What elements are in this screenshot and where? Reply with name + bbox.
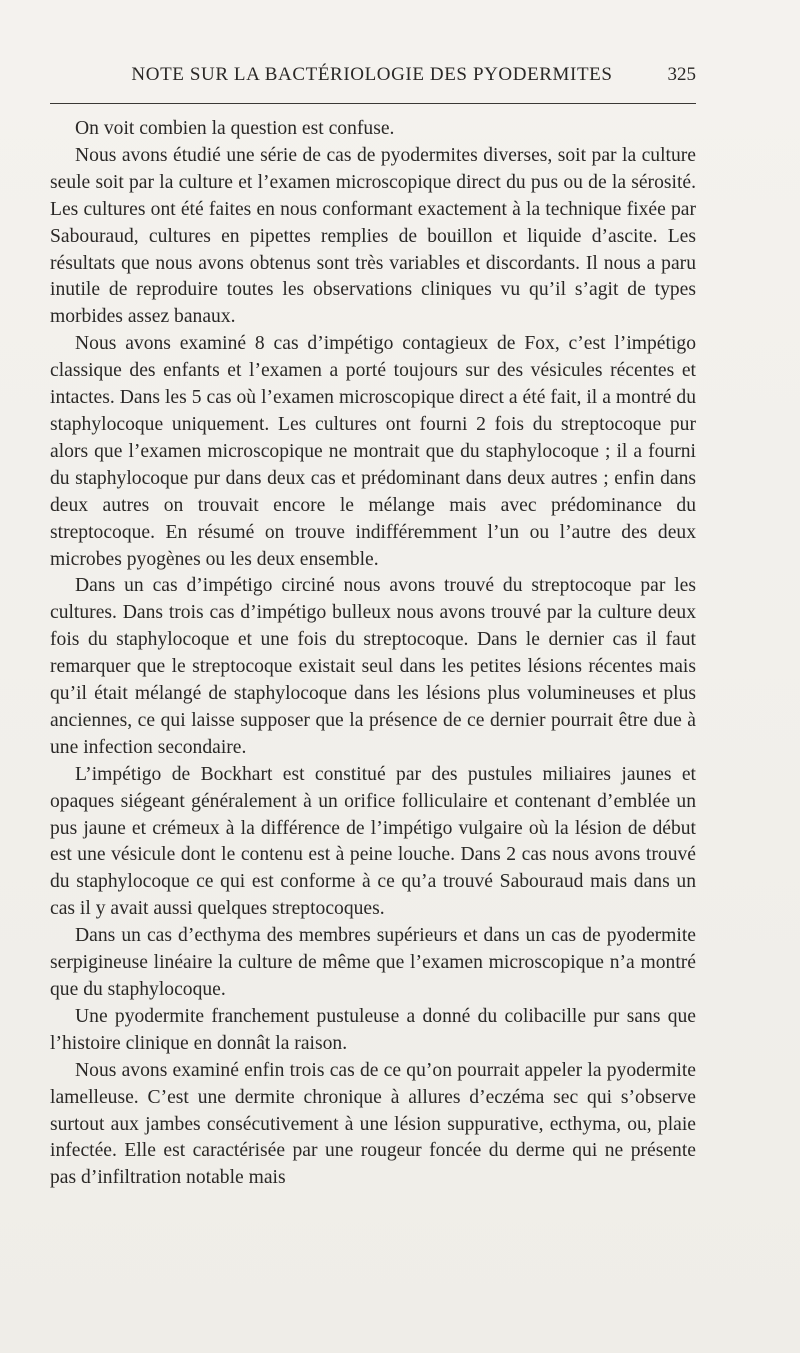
paragraph-6: Dans un cas d’ecthyma des membres supérieurs et dans un cas de pyodermite serpigineuse linéaire la culture de même que l’examen microscopique n’a montré que du staphylocoque. (50, 925, 696, 1000)
running-head (48, 62, 696, 88)
paragraph-7: Une pyodermite franchement pustuleuse a donné du colibacille pur sans que l’histoire clinique en donnât la raison. (50, 1005, 696, 1054)
paragraph-8: Nous avons examiné enfin trois cas de ce qu’on pourrait appeler la pyodermite lamelleuse. C’est une dermite chronique à allures d’eczéma sec qui s’observe surtout aux jambes consécutivement à une lésion suppurative, ecthyma, ou, plaie infectée. Elle est caractérisée par une rougeur foncée du derme qui ne présente pas d’infiltration notable mais (50, 1059, 696, 1189)
paragraph-3: Nous avons examiné 8 cas d’impétigo contagieux de Fox, c’est l’impétigo classique des enfants et l’examen a porté toujours sur des vésicules récentes et intactes. Dans les 5 cas où l’examen microscopique direct a été fait, il a montré du staphylocoque uniquement. Les cultures ont fourni 2 fois du streptocoque pur alors que l’examen microscopique ne montrait que du staphylocoque ; il a fourni du staphylocoque pur dans deux cas et prédominant dans deux autres ; enfin dans deux autres on trouvait encore le mélange mais avec prédominance du streptocoque. En résumé on trouve indifféremment l’un ou l’autre des deux microbes pyogènes ou les deux ensemble. (50, 333, 696, 570)
body-text (50, 116, 696, 1192)
paragraph-4: Dans un cas d’impétigo circiné nous avons trouvé du streptocoque par les cultures. Dans trois cas d’impétigo bulleux nous avons trouvé par la culture deux fois du staphylocoque et une fois du streptocoque. Dans le dernier cas il faut remarquer que le streptocoque existait seul dans les petites lésions récentes mais qu’il était mélangé de staphylocoque dans les lésions plus volumineuses et plus anciennes, ce qui laisse supposer que la présence de ce dernier pourrait être due à une infection secondaire. (50, 575, 696, 758)
paragraph-1: On voit combien la question est confuse. (75, 118, 395, 139)
paragraph-5: L’impétigo de Bockhart est constitué par des pustules miliaires jaunes et opaques siégeant généralement à un orifice folliculaire et contenant d’emblée un pus jaune et crémeux à la différence de l’impétigo vulgaire où la lésion de début est une vésicule dont le contenu est à peine louche. Dans 2 cas nous avons trouvé du staphylocoque ce qui est conforme à ce qu’a trouvé Sabouraud mais dans un cas il y avait aussi quelques streptocoques. (50, 763, 696, 920)
paragraph-2: Nous avons étudié une série de cas de pyodermites diverses, soit par la culture seule soit par la culture et l’examen microscopique direct du pus ou de la sérosité. Les cultures ont été faites en nous conformant exactement à la technique fixée par Sabouraud, cultures en pipettes remplies de bouillon et liquide d’ascite. Les résultats que nous avons obtenus sont très variables et discordants. Il nous a paru inutile de reproduire toutes les observations cliniques vu qu’il s’agit de types morbides assez banaux. (50, 144, 696, 328)
header-rule (50, 103, 696, 104)
running-title: NOTE SUR LA BACTÉRIOLOGIE DES PYODERMITES (131, 64, 613, 85)
page-number: 325 (667, 64, 696, 85)
